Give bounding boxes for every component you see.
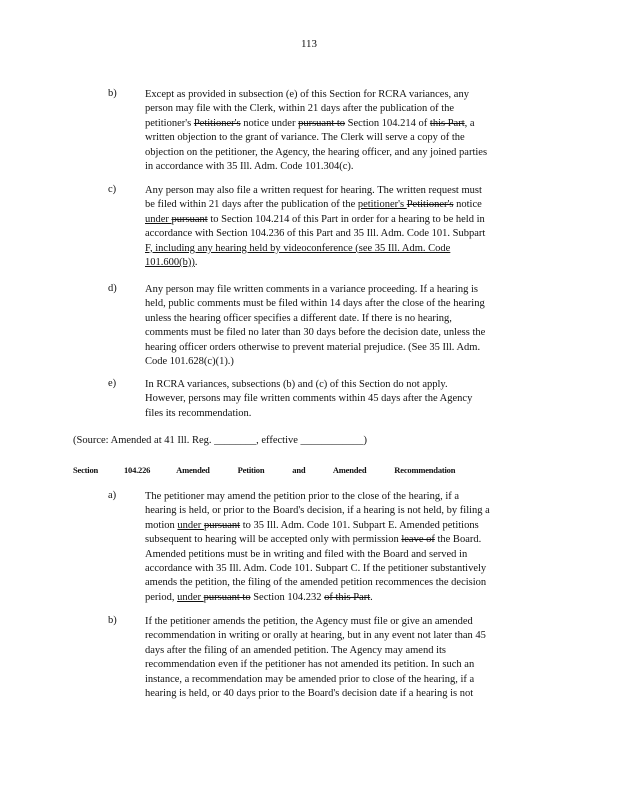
- text-run: recommendation in writing or orally at hearing, but in any event not later than 45: [145, 630, 486, 642]
- text-run: files its recommendation.: [145, 407, 252, 419]
- deleted-text: pursuant: [171, 213, 208, 225]
- text-run: Amended petitions must be in writing and filed with the Board and served in: [145, 548, 468, 560]
- source-note: (Source: Amended at 41 Ill. Reg. ________, effective ____________): [73, 435, 368, 446]
- text-run: accordance with 35 Ill. Adm. Code 101. Subpart C. If the petitioner substantively: [145, 563, 487, 575]
- text-line: [145, 576, 541, 590]
- text-line: [145, 658, 541, 672]
- text-line: [145, 117, 541, 131]
- deleted-text: Petitioner's: [406, 199, 454, 211]
- text-run: hearing officer orders otherwise to prevent material prejudice. (See 35 Ill. Adm.: [145, 341, 481, 353]
- text-run: comments must be filed no later than 30 days before the decision date, unless the: [145, 327, 486, 339]
- text-run: in accordance with 35 Ill. Adm. Code 101.304(c).: [145, 161, 354, 173]
- deleted-text: pursuant to: [298, 117, 346, 129]
- text-run: objection on the petitioner, the Agency, the hearing officer, and any joined parties: [145, 146, 488, 158]
- text-line: [145, 198, 541, 212]
- text-run: Code 101.628(c)(1).): [145, 356, 234, 368]
- text-run: recommendation even if the petitioner has not amended its petition. In such an: [145, 659, 475, 671]
- sec-104-226-subsection-a: [108, 490, 548, 609]
- inserted-text: 101.600(b)): [145, 257, 195, 269]
- page-number: 113: [300, 38, 318, 50]
- text-run: the Board.: [434, 534, 482, 546]
- subsection-label: b): [108, 88, 117, 99]
- text-line: [145, 629, 541, 643]
- inserted-text: F, including any hearing held by videoconference (see 35 Ill. Adm. Code: [145, 242, 451, 254]
- text-run: be filed within 21 days after the publication of the: [145, 199, 358, 211]
- text-run: , a: [464, 117, 475, 129]
- subsection-text: [145, 378, 541, 421]
- text-run: accordance with Section 104.236 of this Part and 35 Ill. Adm. Code 101. Subpart: [145, 228, 486, 240]
- inserted-text: under: [177, 591, 204, 603]
- text-line: [145, 312, 541, 326]
- text-line: [145, 355, 541, 369]
- text-run: subsequent to hearing will be accepted only with permission: [145, 534, 402, 546]
- text-run: motion: [145, 519, 178, 531]
- deleted-text: leave of: [401, 534, 435, 546]
- section-number: 104.226: [123, 465, 151, 475]
- sec-104-222-subsection-e: [108, 378, 548, 425]
- subsection-text: [145, 490, 541, 605]
- text-line: [145, 504, 541, 518]
- text-line: [145, 102, 541, 116]
- text-line: [145, 392, 541, 406]
- text-run: to Section 104.214 of this Part in order for a hearing to be held in: [207, 213, 485, 225]
- text-run: person may file with the Clerk, within 21 days after the publication of the: [145, 103, 455, 115]
- text-run: period,: [145, 591, 178, 603]
- subsection-text: [145, 184, 541, 270]
- deleted-text: Petitioner's: [193, 117, 241, 129]
- subsection-label: a): [108, 490, 117, 501]
- section-title: Amended Petition and Amended Recommendation: [176, 465, 456, 475]
- text-run: hearing is held, or 40 days prior to the Board's decision date if a hearing is not: [145, 688, 474, 700]
- sec-104-226-subsection-b: [108, 615, 548, 705]
- text-line: [145, 591, 541, 605]
- text-line: [145, 562, 541, 576]
- section-word: Section: [73, 465, 99, 475]
- text-line: [145, 227, 541, 241]
- subsection-label: d): [108, 283, 117, 294]
- inserted-text: under: [145, 213, 172, 225]
- text-line: [145, 184, 541, 198]
- subsection-text: [145, 88, 541, 174]
- text-line: [145, 615, 541, 629]
- sec-104-222-subsection-c: [108, 184, 548, 274]
- text-run: In RCRA variances, subsections (b) and (c) of this Section do not apply.: [145, 379, 448, 390]
- text-line: [145, 297, 541, 311]
- text-run: Any person may file written comments in a variance proceeding. If a hearing is: [145, 284, 478, 295]
- subsection-label: b): [108, 615, 117, 626]
- text-line: [145, 533, 541, 547]
- subsection-text: [145, 615, 541, 701]
- text-line: [145, 378, 541, 392]
- text-line: [145, 256, 541, 270]
- text-run: petitioner's: [145, 117, 194, 129]
- text-run: notice: [453, 199, 482, 211]
- text-run: to 35 Ill. Adm. Code 101. Subpart E. Amended petitions: [240, 519, 479, 531]
- text-run: The petitioner may amend the petition prior to the close of the hearing, if a: [145, 491, 460, 502]
- text-run: days after the filing of an amended petition. The Agency may amend its: [145, 644, 447, 656]
- deleted-text: of this Part: [324, 591, 371, 603]
- text-line: [145, 644, 541, 658]
- text-line: [145, 213, 541, 227]
- text-line: [145, 160, 541, 174]
- text-run: unless the hearing officer specifies a different date. If there is no hearing,: [145, 312, 452, 324]
- section-heading: [73, 465, 479, 475]
- inserted-text: petitioner's: [357, 199, 407, 211]
- text-line: [145, 146, 541, 160]
- text-run: instance, a recommendation may be amended prior to close of the hearing, if a: [145, 673, 475, 685]
- text-line: [145, 131, 541, 145]
- text-run: held, public comments must be filed within 14 days after the close of the hearing: [145, 298, 485, 310]
- text-line: [145, 687, 541, 701]
- text-run: hearing is held, or prior to the Board's decision, if a hearing is not held, by filing a: [145, 505, 490, 517]
- text-run: However, persons may file written comments within 45 days after the Agency: [145, 393, 473, 405]
- text-line: [145, 490, 541, 504]
- subsection-text: [145, 283, 541, 369]
- text-run: If the petitioner amends the petition, the Agency must file or give an amended: [145, 616, 473, 627]
- text-run: written objection to the grant of variance. The Clerk will serve a copy of the: [145, 132, 465, 144]
- text-line: [145, 341, 541, 355]
- text-run: Any person may also file a written request for hearing. The written request must: [145, 185, 482, 196]
- text-line: [145, 283, 541, 297]
- sec-104-222-subsection-d: [108, 283, 548, 373]
- text-run: .: [194, 257, 198, 269]
- text-line: [145, 88, 541, 102]
- text-run: Except as provided in subsection (e) of this Section for RCRA variances, any: [145, 89, 469, 100]
- text-run: amends the petition, the filing of the amended petition recommences the decision: [145, 577, 487, 589]
- deleted-text: pursuant: [203, 519, 241, 531]
- text-line: [145, 519, 541, 533]
- deleted-text: this Part: [429, 117, 465, 129]
- text-run: notice under: [240, 117, 299, 129]
- inserted-text: under: [177, 519, 204, 531]
- text-line: [145, 326, 541, 340]
- text-run: .: [370, 591, 373, 603]
- text-line: [145, 242, 541, 256]
- text-line: [145, 673, 541, 687]
- deleted-text: pursuant to: [203, 591, 251, 603]
- text-run: Section 104.214 of: [345, 117, 430, 129]
- sec-104-222-subsection-b: [108, 88, 548, 178]
- text-line: [145, 407, 541, 421]
- subsection-label: c): [108, 184, 117, 195]
- subsection-label: e): [108, 378, 117, 389]
- text-run: Section 104.232: [250, 591, 325, 603]
- text-line: [145, 548, 541, 562]
